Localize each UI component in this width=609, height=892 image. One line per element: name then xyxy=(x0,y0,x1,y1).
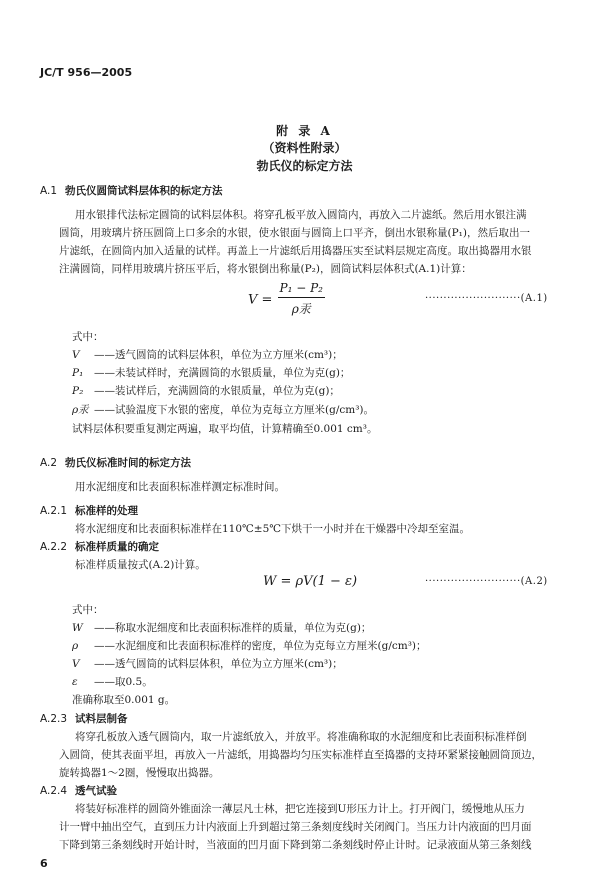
subsection-number: A.2.2 xyxy=(40,541,68,553)
symbol: V xyxy=(72,658,80,670)
standard-code: JC/T 956—2005 xyxy=(40,66,133,79)
appendix-subtitle: （资料性附录） xyxy=(262,141,347,155)
paragraph-line: 旋转捣器1～2圈，慢慢取出捣器。 xyxy=(59,767,220,779)
paragraph-line: 将穿孔板放入透气圆筒内，取一片滤纸放入，并放平。将准确称取的水泥细度和比表面积标准样倒 xyxy=(75,731,527,743)
symbol: ρ汞 xyxy=(72,404,89,416)
definition-text: ——装试样后，充满圆筒的水银质量，单位为克(g)； xyxy=(94,385,340,397)
formula-number: ··························(A.1) xyxy=(425,293,548,304)
page-number: 6 xyxy=(40,857,48,870)
subsection-a21-heading xyxy=(40,503,138,518)
note-text: 试料层体积要重复测定两遍，取平均值，计算精确至0.001 cm³。 xyxy=(72,423,378,435)
definition-row xyxy=(72,383,340,398)
formula-a1 xyxy=(248,281,325,317)
section-a1-heading xyxy=(40,183,223,198)
subsection-number: A.2.3 xyxy=(40,713,68,725)
formula-lhs: V = xyxy=(248,292,273,308)
subsection-title: 标准样质量的确定 xyxy=(75,541,160,553)
formula-denominator: ρ汞 xyxy=(291,302,311,316)
paragraph-line: 注满圆筒，同样用玻璃片挤压平后，将水银倒出称量(P₂)，圆筒试料层体积式(A.1)计算： xyxy=(59,263,472,275)
paragraph-line: 圆筒，用玻璃片挤压圆筒上口多余的水银，使水银面与圆筒上口平齐，倒出水银称量(P₁)，然后取出一 xyxy=(59,227,530,239)
formula-a2: W = ρV(1 − ε) xyxy=(263,574,358,589)
symbol: P₁ xyxy=(72,367,84,379)
paragraph-line: 入圆筒，使其表面平坦，再放入一片滤纸，用捣器均匀压实标准样直至捣器的支持环紧紧接触圆筒顶边， xyxy=(59,749,542,761)
where-label: 式中： xyxy=(72,331,104,343)
definition-text: ——试验温度下水银的密度，单位为克每立方厘米(g/cm³)。 xyxy=(94,404,374,416)
paragraph-line: 用水银排代法标定圆筒的试料层体积。将穿孔板平放入圆筒内，再放入二片滤纸。然后用水银注满 xyxy=(75,209,527,221)
formula-number: ··························(A.2) xyxy=(425,576,548,587)
subsection-a22-heading xyxy=(40,539,159,554)
symbol: ρ xyxy=(72,640,79,652)
definition-text: ——透气圆筒的试料层体积，单位为立方厘米(cm³)； xyxy=(94,349,343,361)
subsection-title: 透气试验 xyxy=(75,785,118,797)
section-a2-heading xyxy=(40,455,191,470)
definition-text: ——水泥细度和比表面积标准样的密度，单位为克每立方厘米(g/cm³)； xyxy=(94,640,427,652)
definition-row xyxy=(72,674,153,689)
paragraph-line: 标准样质量按式(A.2)计算。 xyxy=(75,559,206,571)
formula-fraction xyxy=(278,281,325,317)
paragraph-line: 下降到第三条刻线时开始计时，当液面的凹月面下降到第二条刻线时停止计时。记录液面从第三条刻线 xyxy=(59,839,532,851)
note-text: 准确称取至0.001 g。 xyxy=(72,694,176,706)
symbol: ε xyxy=(72,676,78,688)
definition-text: ——取0.5。 xyxy=(94,676,153,688)
section-number: A.2 xyxy=(40,457,58,469)
definition-row xyxy=(72,402,374,417)
definition-row xyxy=(72,638,427,653)
section-title: 勃氏仪标准时间的标定方法 xyxy=(65,457,192,469)
definition-text: ——未装试样时，充满圆筒的水银质量，单位为克(g)； xyxy=(94,367,351,379)
subsection-a23-heading xyxy=(40,711,128,726)
symbol: P₂ xyxy=(72,385,84,397)
paragraph-line: 计一臂中抽出空气，直到压力计内液面上升到超过第三条刻度线时关闭阀门。当压力计内液面的凹月面 xyxy=(59,821,532,833)
definition-text: ——透气圆筒的试料层体积，单位为立方厘米(cm³)； xyxy=(94,658,343,670)
definition-row xyxy=(72,656,343,671)
subsection-title: 标准样的处理 xyxy=(75,505,139,517)
symbol: W xyxy=(72,622,83,634)
definition-row xyxy=(72,347,343,362)
appendix-name: 勃氏仪的标定方法 xyxy=(256,159,353,173)
subsection-a24-heading xyxy=(40,783,117,798)
section-title: 勃氏仪圆筒试料层体积的标定方法 xyxy=(65,185,223,197)
definition-row xyxy=(72,620,371,635)
paragraph-line: 片滤纸，在圆筒内加入适量的试样。再盖上一片滤纸后用捣器压实至试料层规定高度。取出捣器用水银 xyxy=(59,245,532,257)
subsection-title: 试料层制备 xyxy=(75,713,128,725)
paragraph-line: 用水泥细度和比表面积标准样测定标准时间。 xyxy=(75,481,285,493)
symbol: V xyxy=(72,349,80,361)
definition-text: ——称取水泥细度和比表面积标准样的质量，单位为克(g)； xyxy=(94,622,372,634)
subsection-number: A.2.1 xyxy=(40,505,68,517)
appendix-title: 附 录 A xyxy=(276,124,333,138)
subsection-number: A.2.4 xyxy=(40,785,68,797)
paragraph-line: 将水泥细度和比表面积标准样在110℃±5℃下烘干一小时并在干燥器中冷却至室温。 xyxy=(75,523,471,535)
definition-row xyxy=(72,365,350,380)
where-label: 式中： xyxy=(72,604,104,616)
section-number: A.1 xyxy=(40,185,58,197)
formula-numerator: P₁ − P₂ xyxy=(278,281,325,298)
paragraph-line: 将装好标准样的圆筒外锥面涂一薄层凡士林，把它连接到U形压力计上。打开阀门，缓慢地从压力 xyxy=(75,803,525,815)
